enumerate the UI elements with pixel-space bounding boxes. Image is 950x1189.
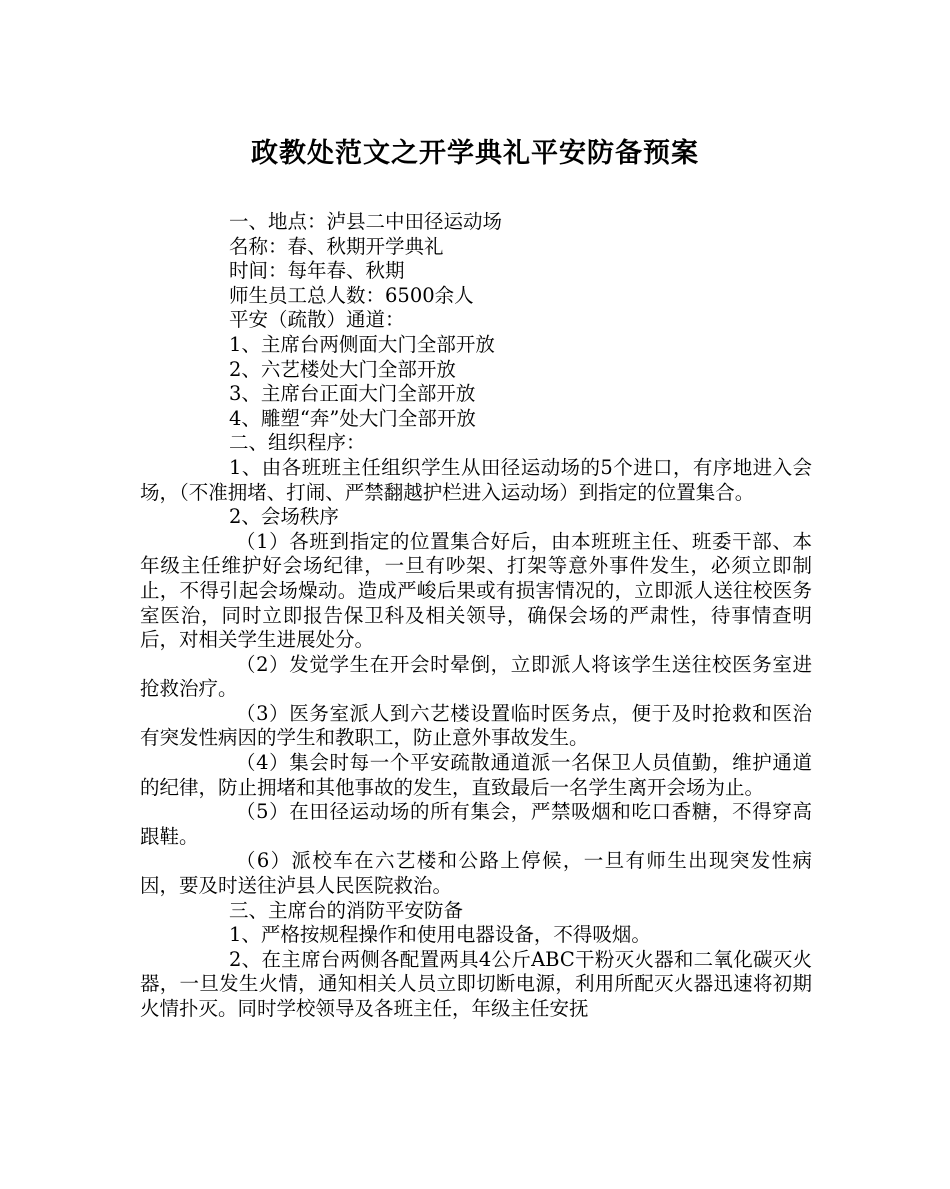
paragraph-event-name: 名称：春、秋期开学典礼 [229, 234, 444, 258]
paragraph-exit-3: 3、主席台正面大门全部开放 [229, 382, 476, 406]
document-body [140, 210, 812, 1022]
paragraph-order-6: （6）派校车在六艺楼和公路上停候，一旦有师生出现突发性病因，要及时送往泸县人民医院救治。 [140, 849, 812, 898]
paragraph-procedure-2: 2、会场秩序 [229, 505, 339, 529]
paragraph-order-4: （4）集会时每一个平安疏散通道派一名保卫人员值勤，维护通道的纪律，防止拥堵和其他事故的发生，直致最后一名学生离开会场为止。 [140, 751, 812, 799]
paragraph-section-3-heading: 三、主席台的消防平安防备 [229, 898, 464, 922]
paragraph-order-3: （3）医务室派人到六艺楼设置临时医务点，便于及时抢救和医治有突发性病因的学生和教职工，防止意外事故发生。 [140, 701, 812, 750]
paragraph-exits-heading: 平安（疏散）通道： [229, 308, 405, 332]
paragraph-exit-1: 1、主席台两侧面大门全部开放 [229, 332, 495, 356]
paragraph-order-1: （1）各班到指定的位置集合好后，由本班班主任、班委干部、本年级主任维护好会场纪律，一旦有吵架、打架等意外事件发生，必须立即制止，不得引起会场燥动。造成严峻后果或有损害情况的，立即派人送往校医务室医治，同时立即报告保卫科及相关领导，确保会场的严肃性，待事情查明后，对相关学生进展处分。 [140, 529, 812, 652]
paragraph-order-5: （5）在田径运动场的所有集会，严禁吸烟和吃口香糖，不得穿高跟鞋。 [140, 800, 812, 848]
paragraph-location: 一、地点：泸县二中田径运动场 [229, 210, 503, 233]
paragraph-fire-1: 1、严格按规程操作和使用电器设备，不得吸烟。 [229, 923, 651, 947]
paragraph-fire-2: 2、在主席台两侧各配置两具4公斤ABC干粉灭火器和二氧化碳灭火器，一旦发生火情，通知相关人员立即切断电源，利用所配灭火器迅速将初期火情扑灭。同时学校领导及各班主任，年级主任安抚 [140, 947, 812, 1020]
paragraph-procedure-1: 1、由各班班主任组织学生从田径运动场的5个进口，有序地进入会场，（不准拥堵、打闹、严禁翻越护栏进入运动场）到指定的位置集合。 [140, 455, 812, 504]
paragraph-headcount: 师生员工总人数：6500余人 [229, 283, 474, 307]
paragraph-section-2-heading: 二、组织程序： [229, 431, 366, 455]
paragraph-exit-4: 4、雕塑“奔”处大门全部开放 [229, 406, 476, 430]
paragraph-time: 时间：每年春、秋期 [229, 259, 405, 283]
paragraph-order-2: （2）发觉学生在开会时晕倒，立即派人将该学生送往校医务室进抢救治疗。 [140, 652, 812, 701]
document-title: 政教处范文之开学典礼平安防备预案 [251, 138, 699, 169]
paragraph-exit-2: 2、六艺楼处大门全部开放 [229, 357, 456, 381]
